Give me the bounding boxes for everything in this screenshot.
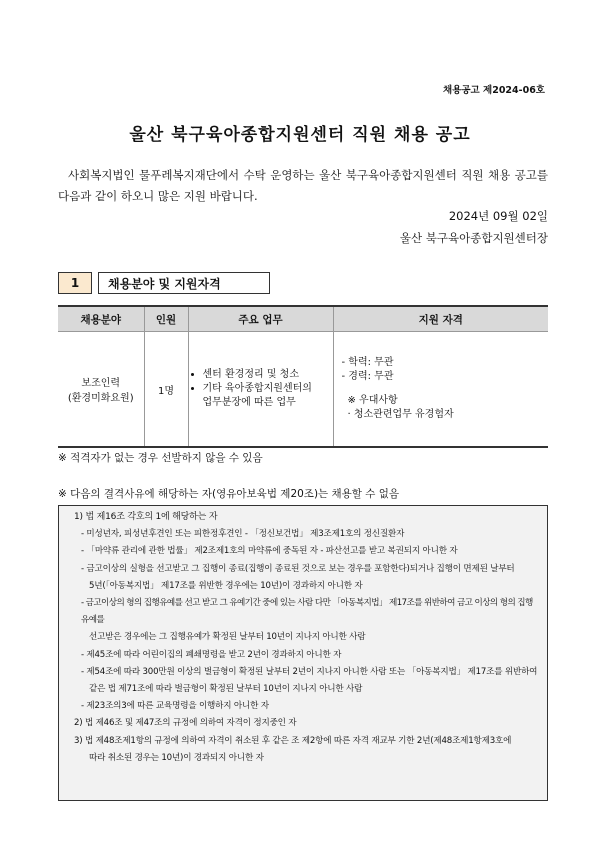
header-duties: 주요 업무 [188,306,333,332]
disq-line: 5년(「아동복지법」 제17조를 위반한 경우에는 10년)이 경과하지 아니한 자 [89,580,363,591]
recruitment-table [58,305,548,448]
disq-line: - 금고이상의 형의 집행유예를 선고 받고 그 유예기간 중에 있는 사람 다만 「아동복지법」 제17조를 위반하여 금고 이상의 형의 집행유예를 [81,598,533,626]
disq-line: 3) 법 제48조제1항의 규정에 의하여 자격이 취소된 후 같은 조 제2항에 따른 자격 재교부 기한 2년(제48조제1항제3호에 [74,735,512,746]
cell-count: 1명 [144,332,188,448]
disq-line: 따라 취소된 경우는 10년)이 경과되지 아니한 자 [89,752,264,763]
cell-field [58,332,144,448]
section-title: 채용분야 및 지원자격 [98,272,270,294]
disq-line: 선고받은 경우에는 그 집행유예가 확정된 날부터 10년이 지나지 아니한 사람 [89,632,366,643]
notice-number: 채용공고 제2024-06호 [443,85,545,96]
field-name: 보조인력 [81,378,121,389]
table-row [58,332,548,448]
qual-education: - 학력: 무관 [341,357,394,368]
table-header-row [58,306,548,332]
disq-line: 같은 법 제71조에 따라 벌금형이 확정된 날부터 10년이 지나지 아니한 사람 [89,684,363,695]
disq-line: - 제45조에 따라 어린이집의 폐쇄명령을 받고 2년이 경과하지 아니한 자 [81,649,342,660]
notice-date: 2024년 09월 02일 [448,209,548,223]
disqualification-box [58,505,548,801]
section-number: 1 [58,272,92,294]
disq-line: - 제54조에 따라 300만원 이상의 벌금형이 확정된 날부터 2년이 지나지 아니한 사람 또는 「아동복지법」 제17조를 위반하여 [81,666,538,677]
disq-line: - 제23조의3에 따른 교육명령을 이행하지 아니한 자 [81,701,269,712]
disq-line: - 미성년자, 피성년후견인 또는 피한정후견인 - 「정신보건법」 제3조제1호의 정신질환자 [81,529,405,540]
qual-experience: - 경력: 무관 [341,371,394,382]
disq-line: 2) 법 제46조 및 제47조의 규정에 의하여 자격이 정지중인 자 [74,718,297,729]
qual-preferred-heading: ※ 우대사항 [347,395,398,406]
duty-item: • 센터 환경정리 및 청소 [203,368,332,382]
cell-qualification [333,332,548,448]
page-title: 울산 북구육아종합지원센터 직원 채용 공고 [129,125,471,145]
intro-paragraph: 사회복지법인 물푸레복지재단에서 수탁 운영하는 울산 북구육아종합지원센터 직원 채용 공고를 다음과 같이 하오니 많은 지원 바랍니다. [58,168,548,203]
note-no-selection: ※ 적격자가 없는 경우 선발하지 않을 수 있음 [58,452,263,464]
issuing-organization: 울산 북구육아종합지원센터장 [399,231,548,245]
qual-preferred-item: · 청소관련업무 유경험자 [347,409,454,420]
header-qualification: 지원 자격 [333,306,548,332]
disq-line: - 「마약류 관리에 관한 법률」 제2조제1호의 마약류에 중독된 자 - 파산선고를 받고 복권되지 아니한 자 [81,546,458,557]
disq-line: 1) 법 제16조 각호의 1에 해당하는 자 [74,512,218,522]
duty-item-continued: 업무분장에 따른 업무 [202,397,296,408]
note-disqualification: ※ 다음의 결격사유에 해당하는 자(영유아보육법 제20조)는 채용할 수 없음 [58,488,400,500]
field-subname: (환경미화요원) [67,393,134,404]
cell-duties [188,332,333,448]
header-count: 인원 [144,306,188,332]
header-field: 채용분야 [58,306,144,332]
disq-line: - 금고이상의 실형을 선고받고 그 집행이 종료(집행이 종료된 것으로 보는 경우를 포함한다)되거나 집행이 면제된 날부터 [81,563,515,574]
duty-item: • 기타 육아종합지원센터의 [203,382,332,396]
